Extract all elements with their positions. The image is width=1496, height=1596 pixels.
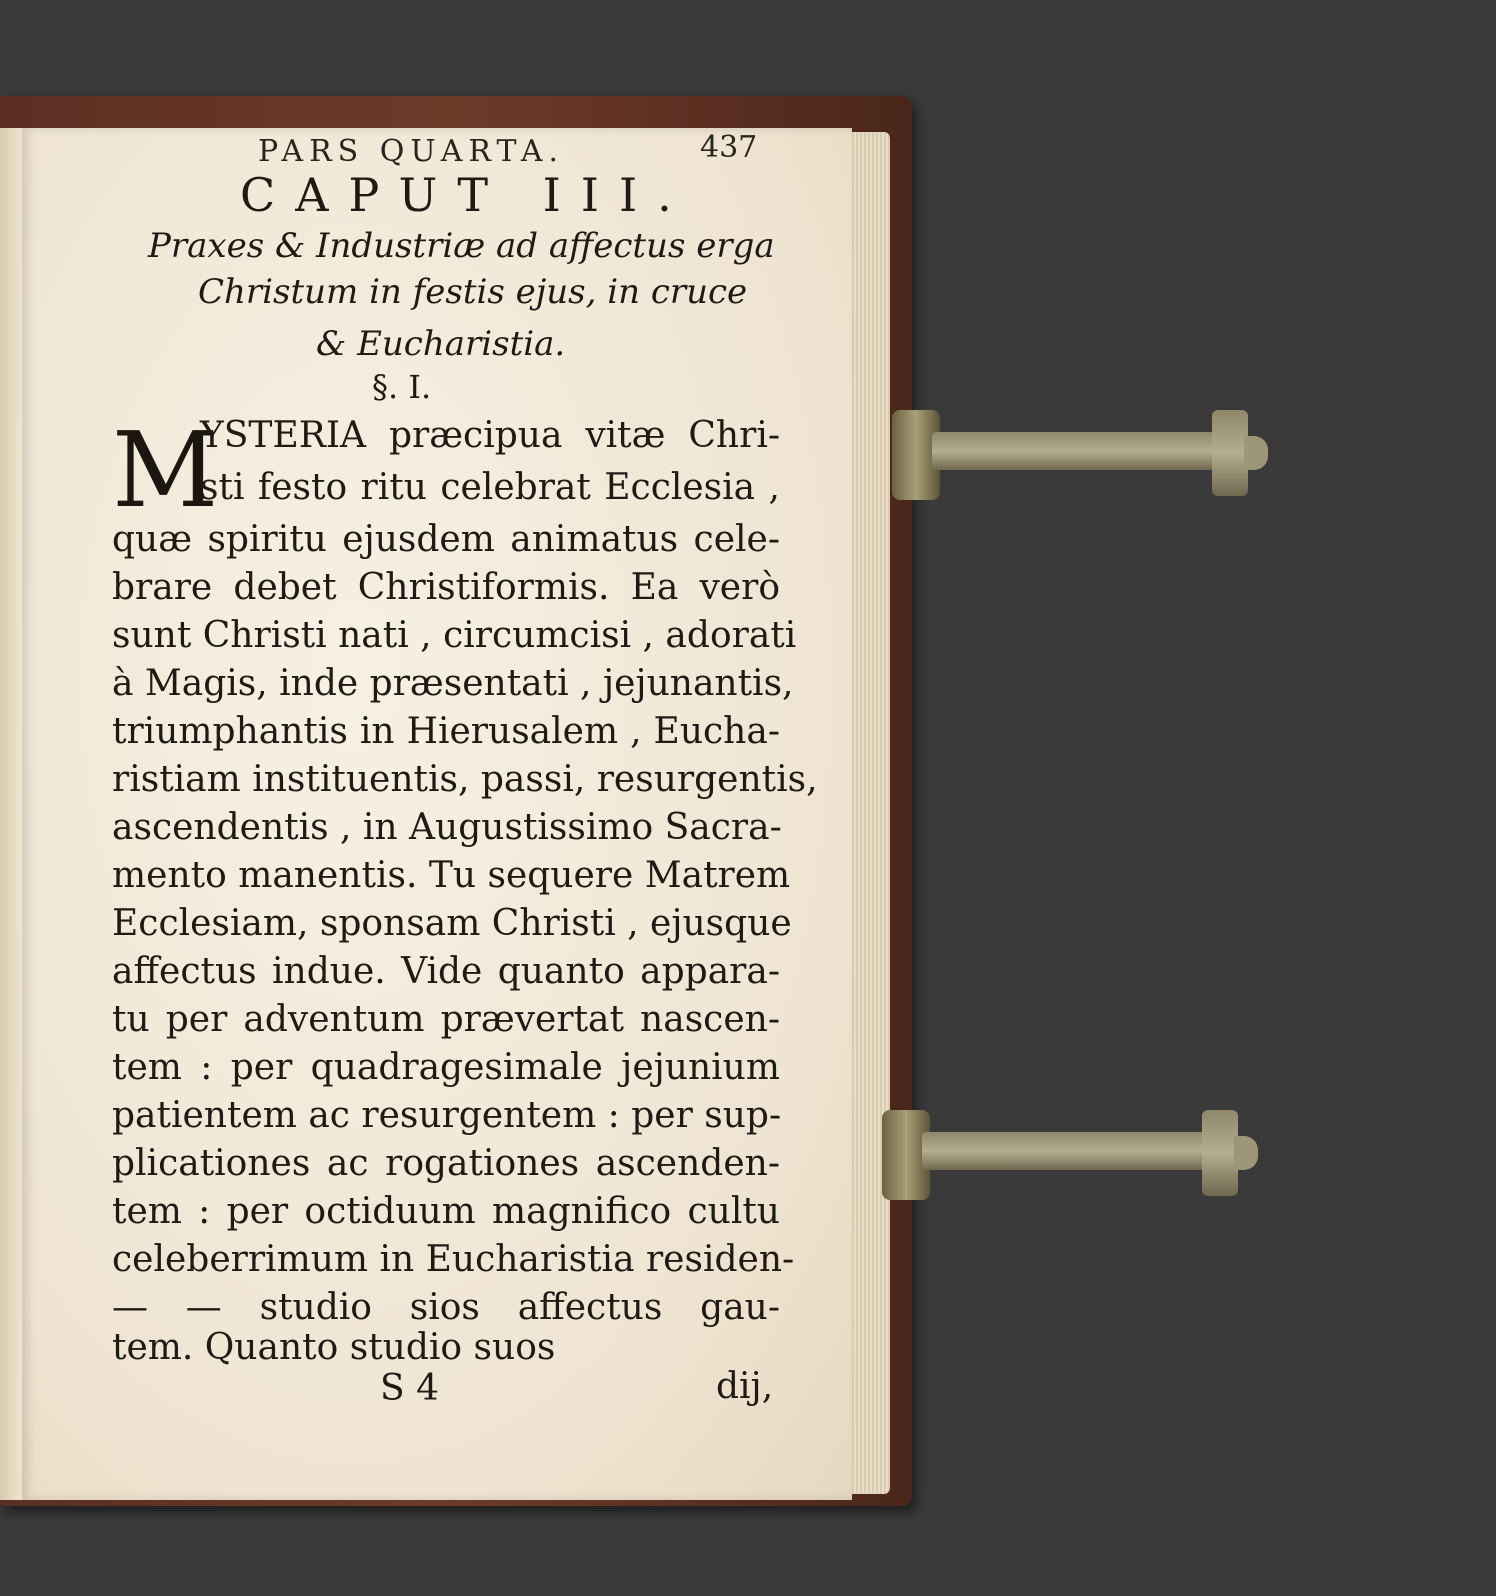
left-page-sliver: [0, 128, 22, 1500]
drop-cap: M: [112, 409, 219, 531]
clasp-bar: [922, 1132, 1222, 1170]
body-line: à Magis, inde præsentati , jejunantis,: [112, 663, 794, 704]
body-line: tem. Quanto studio suos: [112, 1327, 556, 1368]
body-line: plicationes ac rogationes ascenden-: [112, 1143, 780, 1184]
section-mark: §. I.: [372, 368, 432, 406]
page-number: 437: [700, 130, 758, 165]
running-title: PARS QUARTA.: [258, 134, 565, 169]
body-line: brare debet Christiformis. Ea verò: [112, 567, 780, 608]
clasp-tip: [1234, 1136, 1258, 1170]
signature-mark: S 4: [380, 1368, 440, 1409]
chapter-subtitle-line: Praxes & Industriæ ad affectus erga: [148, 226, 775, 266]
body-line: celeberrimum in Eucharistia residen-: [112, 1239, 795, 1280]
body-line: affectus indue. Vide quanto appara-: [112, 951, 780, 992]
body-line: tu per adventum prævertat nascen-: [112, 999, 780, 1040]
body-line: sti festo ritu celebrat Ecclesia ,: [200, 467, 780, 508]
body-line: tem : per quadragesimale jejunium: [112, 1047, 780, 1088]
clasp-end: [1202, 1110, 1238, 1196]
body-line: ascendentis , in Augustissimo Sacra-: [112, 807, 782, 848]
clasp-tip: [1244, 436, 1268, 470]
body-line: Ecclesiam, sponsam Christi , ejusque: [112, 903, 792, 944]
body-line: mento manentis. Tu sequere Matrem: [112, 855, 791, 896]
catchword: dij,: [716, 1366, 774, 1407]
body-line: YSTERIA præcipua vitæ Chri-: [200, 415, 780, 456]
body-line: ristiam instituentis, passi, resurgentis,: [112, 759, 818, 800]
chapter-title: CAPUT III.: [240, 168, 692, 222]
clasp-bar: [932, 432, 1232, 470]
body-line: quæ spiritu ejusdem animatus cele-: [112, 519, 780, 560]
clasp-end: [1212, 410, 1248, 496]
body-line: sunt Christi nati , circumcisi , adorati: [112, 615, 797, 656]
chapter-subtitle-line: & Eucharistia.: [316, 324, 566, 364]
body-line: tem : per octiduum magnifico cultu: [112, 1191, 780, 1232]
body-line: — — studio sios affectus gau-: [112, 1287, 780, 1328]
body-line: patientem ac resurgentem : per sup-: [112, 1095, 782, 1136]
body-line: triumphantis in Hierusalem , Eucha-: [112, 711, 780, 752]
page-edges: [850, 132, 890, 1494]
chapter-subtitle-line: Christum in festis ejus, in cruce: [198, 272, 748, 312]
